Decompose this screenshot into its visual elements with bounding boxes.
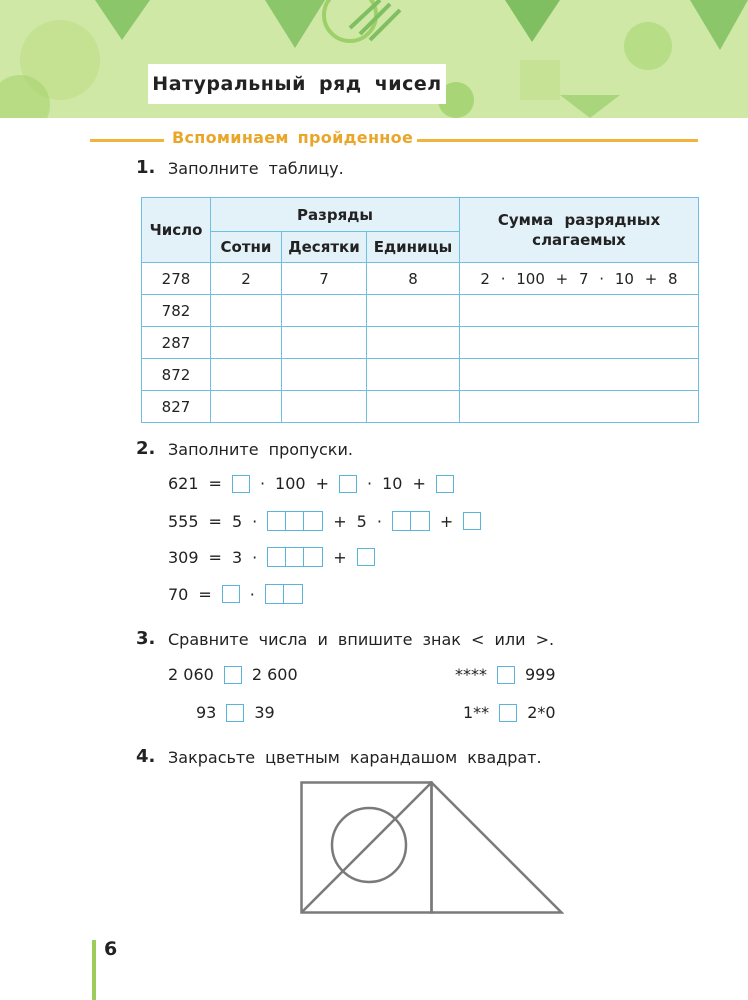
cell-sum[interactable] <box>460 359 699 391</box>
cell-hundreds[interactable] <box>211 391 282 423</box>
compare-left: 2 060 <box>168 665 214 684</box>
eq3-equals: = <box>208 547 222 567</box>
task-3-text: Сравните числа и впишите знак < или >. <box>168 630 555 649</box>
cell-hundreds[interactable] <box>211 327 282 359</box>
answer-box[interactable] <box>463 512 481 530</box>
digits-table <box>141 197 699 423</box>
eq1-hundred: 100 <box>275 474 306 493</box>
sign-box[interactable] <box>226 704 244 722</box>
task-1-number: 1. <box>136 157 156 178</box>
eq1-number: 621 <box>168 474 199 493</box>
answer-box[interactable] <box>436 475 454 493</box>
eq2-number: 555 <box>168 511 199 531</box>
answer-box[interactable] <box>357 548 375 566</box>
equation-line-3 <box>168 547 375 567</box>
page-bar <box>92 940 96 1000</box>
eq3-dot: · <box>252 547 258 567</box>
cell-tens[interactable] <box>282 327 367 359</box>
cell-tens[interactable]: 7 <box>282 263 367 295</box>
table-row <box>142 391 699 423</box>
cell-units[interactable] <box>367 295 460 327</box>
compare-pair-4 <box>463 703 556 722</box>
answer-box[interactable] <box>232 475 250 493</box>
eq1-dot: · <box>259 474 266 493</box>
section-line-left <box>90 139 164 142</box>
sign-box[interactable] <box>224 666 242 684</box>
answer-box-double[interactable] <box>392 511 430 531</box>
figure-diagonal <box>302 783 432 913</box>
cell-units[interactable]: 8 <box>367 263 460 295</box>
table-row <box>142 327 699 359</box>
eq1-plus-2: + <box>412 474 426 493</box>
geometry-figure[interactable] <box>300 781 564 915</box>
header-number: Число <box>142 198 211 263</box>
table-row <box>142 359 699 391</box>
answer-box[interactable] <box>222 585 240 603</box>
eq1-dot-2: · <box>367 474 373 493</box>
compare-right: 2*0 <box>527 703 556 722</box>
task-3-number: 3. <box>136 628 156 649</box>
cell-hundreds[interactable] <box>211 359 282 391</box>
task-2-text: Заполните пропуски. <box>168 440 353 459</box>
compare-left: **** <box>455 665 487 684</box>
sign-box[interactable] <box>499 704 517 722</box>
equation-line-1 <box>168 474 454 493</box>
task-2-number: 2. <box>136 438 156 459</box>
compare-left: 93 <box>196 703 217 722</box>
sign-box[interactable] <box>497 666 515 684</box>
header-tens: Десятки <box>282 232 367 263</box>
header-sum-text: Сумма разрядных слагаемых <box>497 211 661 249</box>
cell-hundreds[interactable] <box>211 295 282 327</box>
equation-line-2 <box>168 511 481 531</box>
cell-number: 872 <box>142 359 211 391</box>
eq4-dot: · <box>249 584 255 604</box>
cell-hundreds[interactable]: 2 <box>211 263 282 295</box>
eq3-coef: 3 <box>231 547 243 567</box>
cell-number: 827 <box>142 391 211 423</box>
cell-number: 278 <box>142 263 211 295</box>
eq2-plus: + <box>333 511 347 531</box>
eq1-ten: 10 <box>382 474 403 493</box>
eq2-coef: 5 <box>231 511 243 531</box>
cell-tens[interactable] <box>282 359 367 391</box>
equation-line-4 <box>168 584 303 604</box>
cell-tens[interactable] <box>282 391 367 423</box>
header-hundreds: Сотни <box>211 232 282 263</box>
cell-number: 782 <box>142 295 211 327</box>
cell-sum[interactable] <box>460 327 699 359</box>
eq2-plus-2: + <box>439 511 454 531</box>
cell-units[interactable] <box>367 359 460 391</box>
eq1-plus: + <box>315 474 329 493</box>
eq4-equals: = <box>198 584 212 604</box>
table-row <box>142 295 699 327</box>
cell-number: 287 <box>142 327 211 359</box>
task-4-number: 4. <box>136 746 156 767</box>
eq2-equals: = <box>208 511 222 531</box>
compare-pair-2 <box>455 665 556 684</box>
task-1-text: Заполните таблицу. <box>168 159 344 178</box>
section-line-right <box>402 139 698 142</box>
compare-right: 999 <box>525 665 556 684</box>
compare-pair-3 <box>196 703 275 722</box>
answer-box-triple[interactable] <box>267 511 323 531</box>
eq1-equals: = <box>208 474 222 493</box>
compare-pair-1 <box>168 665 298 684</box>
answer-box-double[interactable] <box>265 584 303 604</box>
page-number: 6 <box>104 938 118 960</box>
eq2-dot: · <box>252 511 258 531</box>
page-title: Натуральный ряд чисел <box>148 64 446 104</box>
header-sum <box>460 198 699 263</box>
cell-sum[interactable] <box>460 295 699 327</box>
compare-right: 2 600 <box>251 665 298 684</box>
eq3-number: 309 <box>168 547 199 567</box>
task-4-text: Закрасьте цветным карандашом квадрат. <box>168 748 542 767</box>
figure-triangle[interactable] <box>432 783 562 913</box>
eq3-plus: + <box>333 547 347 567</box>
cell-units[interactable] <box>367 391 460 423</box>
eq4-number: 70 <box>168 584 189 604</box>
section-title: Вспоминаем пройденное <box>168 128 417 147</box>
answer-box-triple[interactable] <box>267 547 323 567</box>
eq2-dot-2: · <box>376 511 382 531</box>
cell-sum[interactable] <box>460 391 699 423</box>
cell-units[interactable] <box>367 327 460 359</box>
table-row <box>142 263 699 295</box>
header-digits: Разряды <box>211 198 460 232</box>
compare-right: 39 <box>254 703 275 722</box>
answer-box[interactable] <box>339 475 357 493</box>
eq2-coef-2: 5 <box>356 511 367 531</box>
cell-sum[interactable]: 2 · 100 + 7 · 10 + 8 <box>460 263 699 295</box>
cell-tens[interactable] <box>282 295 367 327</box>
header-units: Единицы <box>367 232 460 263</box>
compare-left: 1** <box>463 703 490 722</box>
